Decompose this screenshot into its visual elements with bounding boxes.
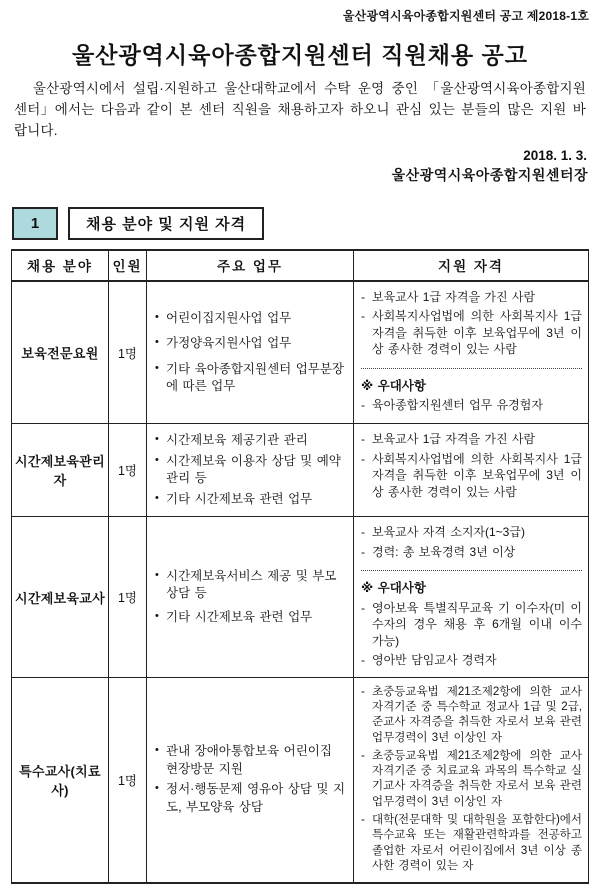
bullet-icon: •: [155, 361, 159, 374]
bullet-icon: •: [155, 310, 159, 323]
qualifications-cell: [354, 677, 589, 883]
preferred-text: 영아보육 특별직무교육 기 이수자(미 이수자의 경우 채용 후 6개월 이내 이수 가능): [372, 600, 582, 648]
page-title: 울산광역시육아종합지원센터 직원채용 공고: [72, 42, 528, 68]
duty-item: [154, 310, 348, 328]
qualification-item: [361, 544, 582, 561]
duty-item: [154, 361, 348, 396]
duty-text: 기타 시간제보육 관련 업무: [166, 609, 313, 624]
dash-icon: -: [361, 289, 365, 304]
bullet-icon: •: [155, 491, 159, 504]
qualifications-cell: [354, 517, 589, 678]
qualification-item: [361, 308, 582, 358]
bullet-icon: •: [155, 433, 159, 446]
duties-cell: [147, 424, 354, 517]
dash-icon: -: [361, 749, 365, 762]
preferred-text: 영아반 담임교사 경력자: [372, 653, 497, 668]
qualification-text: 경력: 총 보육경력 3년 이상: [372, 544, 516, 559]
bullet-icon: •: [155, 453, 159, 466]
bullet-icon: •: [155, 609, 159, 622]
position-cell: 보육전문요원: [12, 281, 109, 424]
qualification-text: 사회복지사업법에 의한 사회복지사 1급 자격을 취득한 이후 보육업무에 3년 이상 종사한 경력이 있는 사람: [372, 309, 582, 357]
dotted-divider: [361, 570, 582, 571]
dash-icon: -: [361, 432, 365, 447]
qualification-item: [361, 685, 582, 746]
qualification-item: [361, 289, 582, 306]
dash-icon: -: [361, 600, 365, 615]
dash-icon: -: [361, 525, 365, 540]
qualifications-cell: [354, 424, 589, 517]
duty-text: 가정양육지원사업 업무: [166, 336, 292, 351]
bullet-icon: •: [155, 568, 159, 581]
duty-text: 시간제보육서비스 제공 및 부모상담 등: [166, 568, 337, 601]
dash-icon: -: [361, 451, 365, 466]
announcement-number: 울산광역시육아종합지원센터 공고 제2018-1호: [342, 9, 589, 23]
duty-text: 정서·행동문제 영유아 상담 및 지도, 부모양육 상담: [166, 782, 346, 814]
signer-title: 울산광역시육아종합지원센터장: [391, 166, 588, 183]
qualification-item: [361, 749, 582, 810]
duty-item: [154, 609, 348, 627]
headcount-cell: 1명: [109, 677, 147, 883]
preferred-heading: ※ 우대사항: [361, 581, 426, 596]
duty-text: 시간제보육 제공기관 관리: [166, 433, 308, 448]
duties-cell: [147, 677, 354, 883]
qualification-text: 대학(전문대학 및 대학원을 포함한다)에서 특수교육 또는 재활관련학과를 전공하고 졸업한 자로서 어린이집에서 3년 이상 종사한 경력이 있는 자: [372, 814, 582, 872]
duty-text: 어린이집지원사업 업무: [166, 310, 292, 325]
qualification-text: 초중등교육법 제21조제2항에 의한 교사 자격기준 중 특수학교 정교사 1급 및 2급, 준교사 자격증을 취득한 자로서 보육 관련 업무경력이 3년 이상인 자: [372, 685, 582, 744]
position-cell: 시간제보육교사: [12, 517, 109, 678]
headcount-cell: 1명: [109, 281, 147, 424]
qualification-item: [361, 524, 582, 541]
duties-cell: [147, 517, 354, 678]
bullet-icon: •: [155, 744, 159, 757]
duty-item: [154, 568, 348, 603]
duty-item: [154, 335, 348, 353]
table-body: [12, 281, 589, 883]
duty-item: [154, 453, 348, 488]
duty-text: 관내 장애아통합보육 어린이집 현장방문 지원: [166, 744, 332, 776]
headcount-cell: 1명: [109, 424, 147, 517]
qualification-item: [361, 451, 582, 501]
duty-item: [154, 781, 348, 816]
dash-icon: -: [361, 398, 365, 413]
table-row: [12, 424, 589, 517]
qualification-text: 초중등교육법 제21조제2항에 의한 교사 자격기준 중 치료교육 과목의 특수학교 실기교사 자격증을 취득한 자로서 보육 관련 업무경력이 3년 이상인 자: [372, 749, 582, 808]
dash-icon: -: [361, 653, 365, 668]
section-title: 채용 분야 및 지원 자격: [68, 207, 264, 240]
duty-item: [154, 432, 348, 450]
qualifications-cell: [354, 281, 589, 424]
qualification-item: [361, 431, 582, 448]
duty-text: 기타 육아종합지원센터 업무분장에 따른 업무: [166, 361, 344, 394]
qualification-item: [361, 813, 582, 874]
column-header: 지원 자격: [354, 250, 589, 281]
intro-paragraph: 울산광역시에서 설립·지원하고 울산대학교에서 수탁 운영 중인 「울산광역시육아종합지원센터」에서는 다음과 같이 본 센터 직원을 채용하고자 하오니 관심 있는 분들의 많은 지원 바랍니다.: [14, 81, 586, 138]
duties-cell: [147, 281, 354, 424]
qualification-text: 보육교사 1급 자격을 가진 사람: [372, 432, 536, 447]
preferred-item: [361, 397, 582, 414]
duty-item: [154, 491, 348, 509]
recruitment-table: [11, 249, 589, 884]
announcement-date: 2018. 1. 3.: [523, 147, 587, 163]
table-row: [12, 281, 589, 424]
dotted-divider: [361, 368, 582, 369]
duty-item: [154, 743, 348, 778]
dash-icon: -: [361, 309, 365, 324]
section-header: [12, 207, 600, 240]
section-number-badge: 1: [12, 207, 58, 240]
table-row: [12, 677, 589, 883]
position-cell: 특수교사(치료사): [12, 677, 109, 883]
bullet-icon: •: [155, 782, 159, 795]
qualification-text: 보육교사 1급 자격을 가진 사람: [372, 289, 536, 304]
table-header-row: [12, 250, 589, 281]
preferred-text: 육아종합지원센터 업무 유경험자: [372, 398, 543, 413]
column-header: 인원: [109, 250, 147, 281]
preferred-item: [361, 652, 582, 669]
column-header: 주요 업무: [147, 250, 354, 281]
preferred-heading: ※ 우대사항: [361, 378, 426, 393]
headcount-cell: 1명: [109, 517, 147, 678]
dash-icon: -: [361, 814, 365, 827]
qualification-text: 보육교사 자격 소지자(1~3급): [372, 525, 525, 540]
preferred-item: [361, 600, 582, 650]
bullet-icon: •: [155, 336, 159, 349]
dash-icon: -: [361, 544, 365, 559]
dash-icon: -: [361, 685, 365, 698]
table-row: [12, 517, 589, 678]
duty-text: 시간제보육 이용자 상담 및 예약관리 등: [166, 453, 341, 486]
duty-text: 기타 시간제보육 관련 업무: [166, 491, 313, 506]
position-cell: 시간제보육관리자: [12, 424, 109, 517]
column-header: 채용 분야: [12, 250, 109, 281]
qualification-text: 사회복지사업법에 의한 사회복지사 1급 자격을 취득한 이후 보육업무에 3년 이상 종사한 경력이 있는 사람: [372, 451, 582, 499]
